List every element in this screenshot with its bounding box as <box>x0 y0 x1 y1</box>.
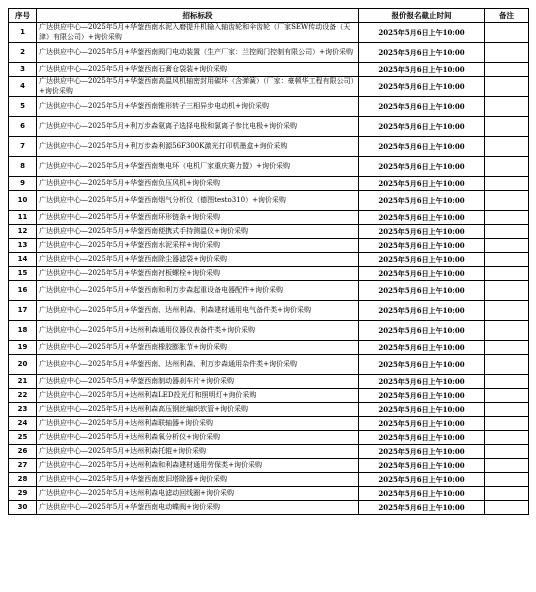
row-deadline: 2025年5月6日上午10:00 <box>359 487 485 501</box>
table-row <box>9 341 529 355</box>
row-deadline: 2025年5月6日上午10:00 <box>359 417 485 431</box>
table-row <box>9 403 529 417</box>
table-row <box>9 431 529 445</box>
row-tender-name: 广达供应中心—2025年5月+华蓥西南阀门电动装置（生产厂家：兰控阀门控制有限公司）+询价采购 <box>37 43 359 63</box>
row-tender-name: 广达供应中心—2025年5月+华蓥西南、达州利森、利万步森通用杂件类+询价采购 <box>37 355 359 375</box>
table-row <box>9 177 529 191</box>
table-row <box>9 445 529 459</box>
row-note <box>485 267 529 281</box>
row-number: 27 <box>9 459 37 473</box>
row-number: 28 <box>9 473 37 487</box>
table-row <box>9 225 529 239</box>
table-row <box>9 43 529 63</box>
row-tender-name: 广达供应中心—2025年5月+达州利森和利森建材通用劳保类+询价采购 <box>37 459 359 473</box>
row-note <box>485 389 529 403</box>
row-deadline: 2025年5月6日上午10:00 <box>359 321 485 341</box>
row-tender-name: 广达供应中心—2025年5月+达州利森通用仪器仪表备件类+询价采购 <box>37 321 359 341</box>
row-note <box>485 341 529 355</box>
row-tender-name: 广达供应中心—2025年5月+华蓥西南衬板螺栓+询价采购 <box>37 267 359 281</box>
row-number: 9 <box>9 177 37 191</box>
row-number: 4 <box>9 77 37 97</box>
row-tender-name: 广达供应中心—2025年5月+达州利森氧分析仪+询价采购 <box>37 431 359 445</box>
row-deadline: 2025年5月6日上午10:00 <box>359 43 485 63</box>
row-note <box>485 117 529 137</box>
row-note <box>485 211 529 225</box>
table-row <box>9 137 529 157</box>
table-row <box>9 253 529 267</box>
row-note <box>485 501 529 515</box>
row-number: 8 <box>9 157 37 177</box>
row-tender-name: 广达供应中心—2025年5月+华蓥西南烟气分析仪（德图testo310）+询价采购 <box>37 191 359 211</box>
row-tender-name: 广达供应中心—2025年5月+华蓥西南、达州利森、利森建材通用电气备件类+询价采购 <box>37 301 359 321</box>
row-number: 17 <box>9 301 37 321</box>
table-row <box>9 501 529 515</box>
row-deadline: 2025年5月6日上午10:00 <box>359 63 485 77</box>
row-deadline: 2025年5月6日上午10:00 <box>359 431 485 445</box>
header-name: 招标标段 <box>37 9 359 23</box>
row-deadline: 2025年5月6日上午10:00 <box>359 23 485 43</box>
row-tender-name: 广达供应中心—2025年5月+华蓥西南水泥采样+询价采购 <box>37 239 359 253</box>
row-deadline: 2025年5月6日上午10:00 <box>359 341 485 355</box>
row-deadline: 2025年5月6日上午10:00 <box>359 355 485 375</box>
row-tender-name: 广达供应中心—2025年5月+利万步森利源56F300K激光打印机墨盒+询价采购 <box>37 137 359 157</box>
row-tender-name: 广达供应中心—2025年5月+达州利森高压钢丝编织软管+询价采购 <box>37 403 359 417</box>
row-number: 19 <box>9 341 37 355</box>
row-deadline: 2025年5月6日上午10:00 <box>359 191 485 211</box>
table-row <box>9 191 529 211</box>
row-number: 6 <box>9 117 37 137</box>
row-note <box>485 239 529 253</box>
row-tender-name: 广达供应中心—2025年5月+华蓥西南除尘器滤袋+询价采购 <box>37 253 359 267</box>
row-tender-name: 广达供应中心—2025年5月+华蓥西南环形链条+询价采购 <box>37 211 359 225</box>
table-body <box>9 23 529 515</box>
row-deadline: 2025年5月6日上午10:00 <box>359 211 485 225</box>
row-deadline: 2025年5月6日上午10:00 <box>359 137 485 157</box>
row-number: 24 <box>9 417 37 431</box>
row-number: 26 <box>9 445 37 459</box>
row-deadline: 2025年5月6日上午10:00 <box>359 473 485 487</box>
row-note <box>485 355 529 375</box>
row-deadline: 2025年5月6日上午10:00 <box>359 117 485 137</box>
row-note <box>485 253 529 267</box>
row-number: 16 <box>9 281 37 301</box>
table-row <box>9 459 529 473</box>
row-note <box>485 177 529 191</box>
table-row <box>9 301 529 321</box>
row-note <box>485 375 529 389</box>
row-deadline: 2025年5月6日上午10:00 <box>359 281 485 301</box>
tender-table <box>8 8 529 515</box>
row-tender-name: 广达供应中心—2025年5月+华蓥西南水泥入磨提升机输入轴齿轮和伞齿轮（厂家SEW传动设备（天津）有限公司）+询价采购 <box>37 23 359 43</box>
table-row <box>9 239 529 253</box>
row-number: 11 <box>9 211 37 225</box>
row-note <box>485 487 529 501</box>
row-note <box>485 63 529 77</box>
row-number: 10 <box>9 191 37 211</box>
row-tender-name: 广达供应中心—2025年5月+华蓥西南橡胶膨胀节+询价采购 <box>37 341 359 355</box>
header-note: 备注 <box>485 9 529 23</box>
row-deadline: 2025年5月6日上午10:00 <box>359 267 485 281</box>
header-no: 序号 <box>9 9 37 23</box>
row-note <box>485 321 529 341</box>
table-row <box>9 355 529 375</box>
table-row <box>9 77 529 97</box>
row-deadline: 2025年5月6日上午10:00 <box>359 501 485 515</box>
table-row <box>9 157 529 177</box>
row-deadline: 2025年5月6日上午10:00 <box>359 157 485 177</box>
row-note <box>485 43 529 63</box>
row-tender-name: 广达供应中心—2025年5月+达州利森联轴器+询价采购 <box>37 417 359 431</box>
row-number: 3 <box>9 63 37 77</box>
row-tender-name: 广达供应中心—2025年5月+华蓥西南负压风机+询价采购 <box>37 177 359 191</box>
row-note <box>485 403 529 417</box>
row-tender-name: 广达供应中心—2025年5月+华蓥西南和利万步森起重设备电器配件+询价采购 <box>37 281 359 301</box>
table-row <box>9 211 529 225</box>
tender-document <box>8 8 528 515</box>
row-number: 2 <box>9 43 37 63</box>
row-tender-name: 广达供应中心—2025年5月+华蓥西南高温风机轴密封用碳环（含弹簧）（厂家：豪顿华工程有限公司）+询价采购 <box>37 77 359 97</box>
row-deadline: 2025年5月6日上午10:00 <box>359 459 485 473</box>
row-note <box>485 445 529 459</box>
row-number: 22 <box>9 389 37 403</box>
row-number: 18 <box>9 321 37 341</box>
row-note <box>485 281 529 301</box>
row-deadline: 2025年5月6日上午10:00 <box>359 375 485 389</box>
row-number: 23 <box>9 403 37 417</box>
row-number: 5 <box>9 97 37 117</box>
table-row <box>9 321 529 341</box>
row-deadline: 2025年5月6日上午10:00 <box>359 389 485 403</box>
row-deadline: 2025年5月6日上午10:00 <box>359 403 485 417</box>
row-note <box>485 301 529 321</box>
row-note <box>485 77 529 97</box>
row-note <box>485 417 529 431</box>
row-note <box>485 225 529 239</box>
row-note <box>485 157 529 177</box>
row-note <box>485 459 529 473</box>
table-row <box>9 267 529 281</box>
row-tender-name: 广达供应中心—2025年5月+达州利森托辊+询价采购 <box>37 445 359 459</box>
row-deadline: 2025年5月6日上午10:00 <box>359 177 485 191</box>
row-number: 15 <box>9 267 37 281</box>
row-tender-name: 广达供应中心—2025年5月+华蓥西南便携式手持测温仪+询价采购 <box>37 225 359 239</box>
row-number: 14 <box>9 253 37 267</box>
row-number: 21 <box>9 375 37 389</box>
table-row <box>9 117 529 137</box>
row-tender-name: 广达供应中心—2025年5月+华蓥西南废旧塔除器+询价采购 <box>37 473 359 487</box>
header-deadline: 报价报名截止时间 <box>359 9 485 23</box>
row-note <box>485 431 529 445</box>
row-tender-name: 广达供应中心—2025年5月+华蓥西南电动蝶阀+询价采购 <box>37 501 359 515</box>
row-deadline: 2025年5月6日上午10:00 <box>359 445 485 459</box>
row-deadline: 2025年5月6日上午10:00 <box>359 253 485 267</box>
row-number: 7 <box>9 137 37 157</box>
row-deadline: 2025年5月6日上午10:00 <box>359 97 485 117</box>
row-number: 29 <box>9 487 37 501</box>
table-row <box>9 281 529 301</box>
table-row <box>9 375 529 389</box>
row-deadline: 2025年5月6日上午10:00 <box>359 301 485 321</box>
row-tender-name: 广达供应中心—2025年5月+华蓥西南集电环（电机厂家重庆赛力盟）+询价采购 <box>37 157 359 177</box>
row-note <box>485 473 529 487</box>
row-tender-name: 广达供应中心—2025年5月+达州利森电滤动回线圈+询价采购 <box>37 487 359 501</box>
row-note <box>485 23 529 43</box>
row-deadline: 2025年5月6日上午10:00 <box>359 77 485 97</box>
table-row <box>9 63 529 77</box>
table-row <box>9 23 529 43</box>
row-note <box>485 191 529 211</box>
row-deadline: 2025年5月6日上午10:00 <box>359 239 485 253</box>
table-row <box>9 473 529 487</box>
row-deadline: 2025年5月6日上午10:00 <box>359 225 485 239</box>
row-number: 30 <box>9 501 37 515</box>
row-number: 25 <box>9 431 37 445</box>
row-tender-name: 广达供应中心—2025年5月+华蓥西南锥形转子三相异步电动机+询价采购 <box>37 97 359 117</box>
row-note <box>485 137 529 157</box>
row-number: 1 <box>9 23 37 43</box>
row-tender-name: 广达供应中心—2025年5月+华蓥西南制动器刹车片+询价采购 <box>37 375 359 389</box>
table-row <box>9 97 529 117</box>
table-row <box>9 487 529 501</box>
row-number: 13 <box>9 239 37 253</box>
row-note <box>485 97 529 117</box>
row-tender-name: 广达供应中心—2025年5月+华蓥西南石膏仓袋装+询价采购 <box>37 63 359 77</box>
row-number: 20 <box>9 355 37 375</box>
table-row <box>9 417 529 431</box>
table-header-row <box>9 9 529 23</box>
row-number: 12 <box>9 225 37 239</box>
row-tender-name: 广达供应中心—2025年5月+达州利森LED投光灯和照明灯+询价采购 <box>37 389 359 403</box>
row-tender-name: 广达供应中心—2025年5月+利万步森氨离子选择电极和氯离子参比电极+询价采购 <box>37 117 359 137</box>
table-row <box>9 389 529 403</box>
